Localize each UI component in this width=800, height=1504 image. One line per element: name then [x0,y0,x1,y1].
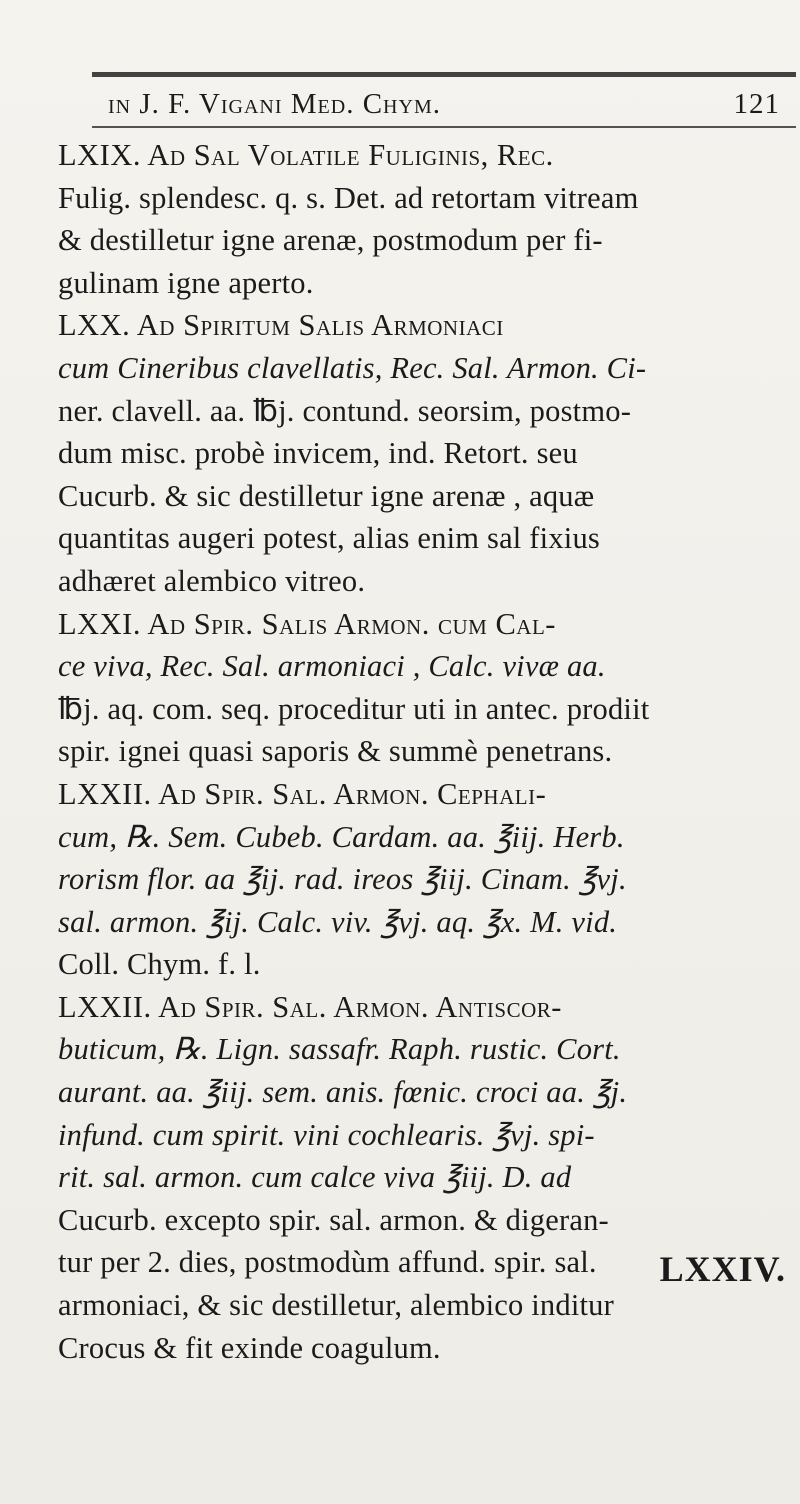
text-line: spir. ignei quasi saporis & summè penetrans. [58,734,613,769]
text-line: cum Cineribus clavellatis, Rec. Sal. Armon. Ci- [58,350,647,385]
text-line: rit. sal. armon. cum calce viva ℥iij. D. ad [58,1160,572,1195]
text-line: dum misc. probè invicem, ind. Retort. seu [58,436,578,471]
text-line: cum, ℞. Sem. Cubeb. Cardam. aa. ℥iij. Herb. [58,819,625,854]
text-line: armoniaci, & sic destilletur, alembico inditur [58,1288,614,1323]
text-line: LXXII. Ad Spir. Sal. Armon. Antiscor- [58,989,562,1024]
text-line: quantitas augeri potest, alias enim sal fixius [58,521,600,556]
text-line: Fulig. splendesc. q. s. Det. ad retortam vitream [58,180,639,215]
text-line: ce viva, Rec. Sal. armoniaci , Calc. vivæ aa. [58,649,606,684]
text-line: infund. cum spirit. vini cochlearis. ℥vj. spi- [58,1117,595,1152]
text-line: Cucurb. excepto spir. sal. armon. & digeran- [58,1202,609,1237]
text-line: & destilletur igne arenæ, postmodum per fi- [58,223,603,258]
text-line: Cucurb. & sic destilletur igne arenæ , aquæ [58,478,595,513]
text-line: Coll. Chym. f. l. [58,947,261,982]
text-line: LXXI. Ad Spir. Salis Armon. cum Cal- [58,606,556,641]
text-line: LXIX. Ad Sal Volatile Fuliginis, Rec. [58,138,554,172]
page-number: 121 [733,88,780,120]
text-line: ner. clavell. aa. ℔j. contund. seorsim, postmo- [58,393,632,428]
text-line: sal. armon. ℥ij. Calc. viv. ℥vj. aq. ℥x. M. vid. [58,904,618,939]
text-line: aurant. aa. ℥iij. sem. anis. fœnic. croci aa. ℥j. [58,1075,628,1110]
text-line: buticum, ℞. Lign. sassafr. Raph. rustic. Cort. [58,1032,621,1067]
text-line: Crocus & fit exinde coagulum. [58,1330,441,1365]
top-rule [92,72,796,77]
catchword: LXXIV. [659,1249,786,1289]
text-line: LXX. Ad Spiritum Salis Armoniaci [58,308,504,343]
page-header [108,84,788,124]
header-rule [92,126,796,128]
text-line: LXXII. Ad Spir. Sal. Armon. Cephali- [58,776,547,811]
text-line: adhæret alembico vitreo. [58,563,366,598]
running-title: in J. F. Vigani Med. Chym. [108,88,441,120]
text-line: tur per 2. dies, postmodùm affund. spir. sal. [58,1245,597,1280]
text-line: gulinam igne aperto. [58,265,314,300]
text-line: ℔j. aq. com. seq. proceditur uti in antec. prodiit [58,691,650,726]
text-line: rorism flor. aa ℥ij. rad. ireos ℥iij. Cinam. ℥vj. [58,862,627,897]
body-text [58,134,794,1369]
